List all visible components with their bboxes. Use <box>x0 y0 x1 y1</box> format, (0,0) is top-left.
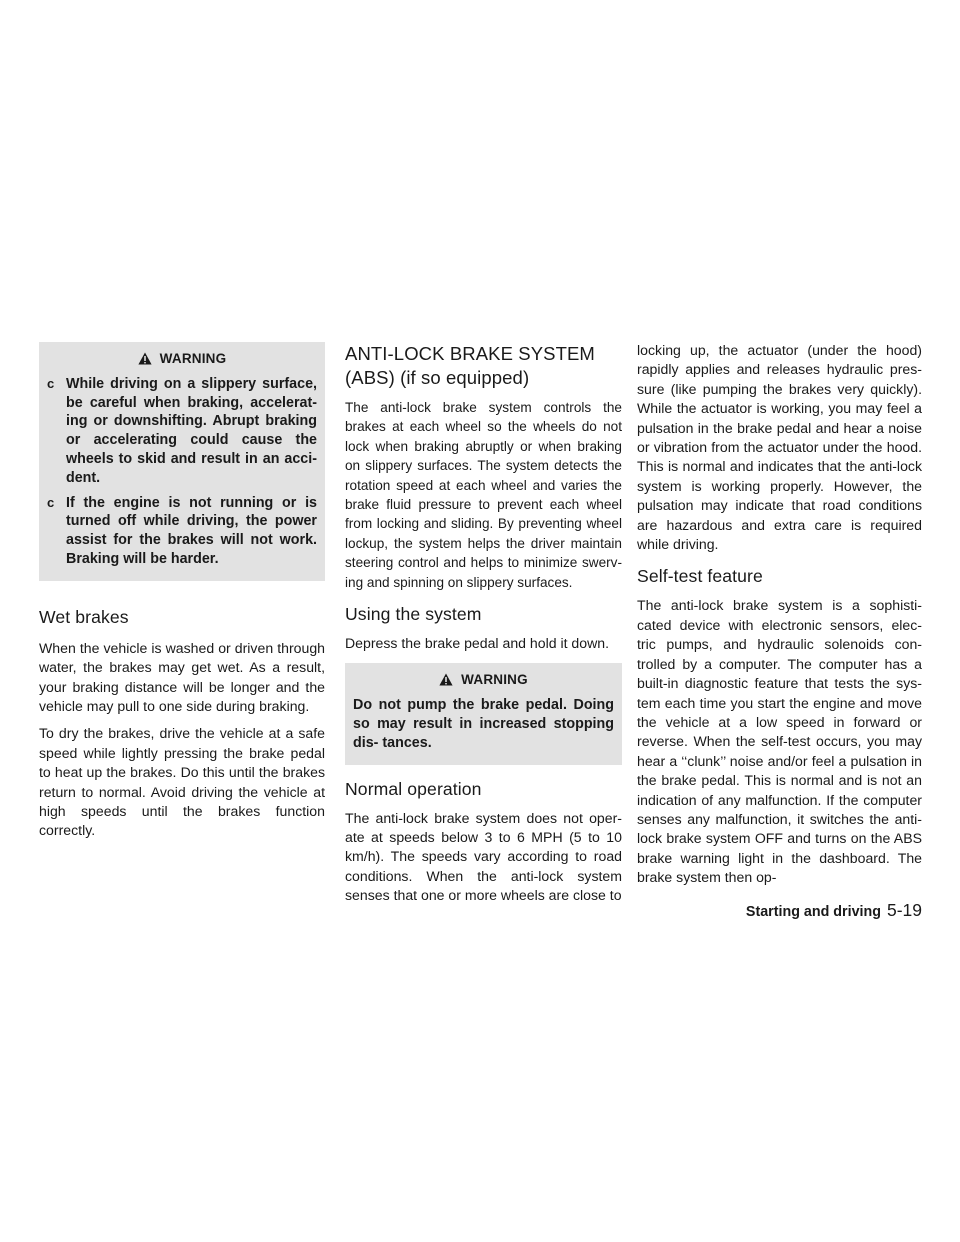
subheading-normal-operation: Normal operation <box>345 778 482 799</box>
column-right <box>637 341 922 888</box>
section-heading-wet-brakes: Wet brakes <box>39 606 129 627</box>
warning-triangle-icon <box>138 352 152 365</box>
warning-triangle-icon <box>439 673 453 686</box>
paragraph: The anti-lock brake system is a sophisti- cated device with electronic sensors, elec- tric pumps, and hydraulic solenoids con- trolled by a computer. The computer has a built-in diagnostic feature that tests the sys- tem each time you start the engine and move the vehicle at a low speed in forward or reverse. When the self-test occurs, you may hear a ‘‘clunk’’ noise and/or feel a pulsation in the brake pedal. This is normal and is not an indication of any malfunction. If the computer senses any malfunction, it switches the anti-lock brake system OFF and turns on the ABS brake warning light in the dashboard. The brake system then op- <box>637 597 922 886</box>
paragraph: The anti-lock brake system does not oper- ate at speeds below 3 to 6 MPH (5 to 10 km/h). The speeds vary according to road conditions. When the anti-lock system senses that one or more wheels are close to <box>345 809 622 904</box>
page-number: 5-19 <box>886 900 922 920</box>
paragraph: The anti-lock brake system controls the brakes at each wheel so the wheels do not lock when braking abruptly or when braking on slippery surfaces. The system detects the rotation speed at each wheel and varies the brake fluid pressure to prevent each wheel from locking and sliding. By preventing wheel lockup, the system helps the driver maintain steering control and helps to minimize swerv- ing and spinning on slippery surfaces. <box>345 400 622 590</box>
column-left <box>39 342 325 841</box>
paragraph: To dry the brakes, drive the vehicle at a safe speed while lightly pressing the brake pedal to heat up the brakes. Do this until the brakes return to normal. Avoid driving the vehicle at high speeds until the brakes function correctly. <box>39 725 325 839</box>
paragraph: Depress the brake pedal and hold it down. <box>345 635 610 652</box>
subheading-using-system: Using the system <box>345 604 482 625</box>
column-middle <box>345 342 622 906</box>
bullet-mark: c <box>47 494 55 510</box>
warning-header <box>353 671 614 690</box>
warning-title: WARNING <box>461 672 528 688</box>
bullet-text: If the engine is not running or is turned off while driving, the power assist for the brakes will not work. Braking will be harder. <box>66 494 317 567</box>
warning-text: Do not pump the brake pedal. Doing so may result in increased stopping dis- tances. <box>353 697 614 751</box>
paragraph: locking up, the actuator (under the hood) rapidly applies and releases hydraulic pres- sure (like pumping the brakes very quickly). While the actuator is working, you may feel a pulsation in the brake pedal and hear a noise or vibration from the actuator under the hood. This is normal and indicates that the anti-lock system is working properly. However, the pulsation may indicate that road conditions are hazardous and extra care is required while driving. <box>637 342 922 553</box>
warning-title: WARNING <box>159 351 227 366</box>
paragraph: When the vehicle is washed or driven through water, the brakes may get wet. As a result, your braking distance will be longer and the vehicle may pull to one side during braking. <box>39 639 325 714</box>
footer-section-label: Starting and driving <box>745 904 881 920</box>
subheading-self-test: Self-test feature <box>637 566 763 587</box>
warning-bullet <box>47 375 317 488</box>
bullet-mark: c <box>47 375 55 391</box>
section-heading-abs: ANTI-LOCK BRAKE SYSTEM (ABS) (if so equipped) <box>345 343 595 388</box>
warning-header <box>47 350 317 369</box>
warning-bullet <box>47 494 317 569</box>
bullet-text: While driving on a slippery surface, be careful when braking, accelerat- ing or downshifting. Abrupt braking or accelerating could cause the wheels to skid and result in an acci- dent. <box>66 375 317 486</box>
page-footer <box>746 900 922 921</box>
warning-box-slippery <box>39 342 325 581</box>
warning-box-pump <box>345 663 622 764</box>
